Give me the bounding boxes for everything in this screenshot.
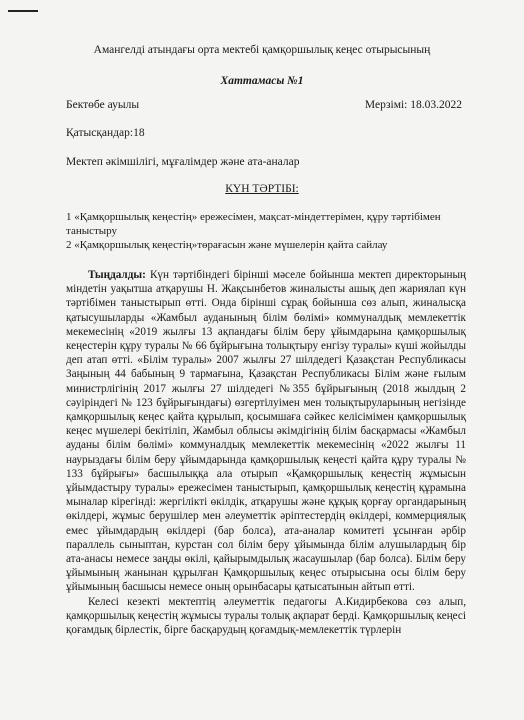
scan-corner-mark — [8, 10, 38, 12]
agenda-heading-text: КҮН ТӘРТІБІ: — [225, 183, 299, 195]
agenda-item: 1 «Қамқоршылық кеңестің» ережесімен, мақсат-міндеттерімен, құру тәртібімен таныстыру — [66, 211, 441, 237]
heard-paragraph — [66, 268, 466, 595]
minutes-body — [66, 268, 466, 637]
school-heading: Амангелді атындағы орта мектебі қамқоршылық кеңес отырысының — [93, 44, 431, 56]
participants-count: Қатысқандар:18 — [66, 127, 145, 139]
village-name: Бектөбе ауылы — [66, 99, 140, 111]
agenda-item: 2 «Қамқоршылық кеңестің»төрағасын және мүшелерін қайта сайлау — [66, 239, 388, 251]
next-speaker-paragraph: Келесі кезекті мектептің әлеуметтік педагогы А.Кидирбекова сөз алып, қамқоршылық кеңестің жұмысы туралы толық ақпарат берді. Қамқоршылық кеңесі қоғамдық бірлестік, бірге басқарудың қоғамдық-мемлекеттік түрлерін — [66, 595, 466, 637]
participating-parties: Мектеп әкімшілігі, мұғалімдер және ата-аналар — [66, 156, 300, 168]
protocol-title: Хаттамасы №1 — [220, 75, 304, 87]
heard-label: Тыңдалды: — [88, 269, 146, 281]
agenda-heading — [0, 183, 524, 195]
heard-text: Күн тәртібіндегі бірінші мәселе бойынша мектеп директорының міндетін уақытша атқарушы Н. Жақсынбетов жиналысты ашық деп жариялап күн тәртібімен таныстырып өтті. Онда бірінші сұрақ бойынша сөз алып, жиналысқа қатысушыларды «Жамбыл ауданының білім бөлімі» коммуналдық мемлекеттік мекемесінің «2019 жылғы 13 ақпандағы білім беру ұйымдарына қамқоршылық кеңестерін құру туралы № 66 бұйрығына толықтыру енгізу туралы» күші жойылды деп атап өтті. «Білім туралы» 2007 жылғы 27 шілдедегі Қазақстан Республикасы Заңының 44 бабының 9 тармағына, Қазақстан Республикасы Білім және ғылым министрлігінің 2017 жылғы 27 шілдедегі №355 бұйрығының (2018 жылдың 2 сәуіріндегі № 123 бұйрығындағы) өзгертілуімен мен толықтыруларының негізінде қамқоршылық кеңес қайта құрылып, қосымшаға сәйкес келісімімен қамқоршылық кеңес мүшелері бекітіліп, Жамбыл облысы әкімдігінің білім басқармасы «Жамбыл ауданы білім бөлімі» коммуналдық мемлекеттік мекемесінің «2022 жылғы 11 наурыздағы білім беру ұйымдарында қамқоршылық кеңесті қайта құру туралы № 133 бұйрығы» басшылыққа ала отырып «Қамқоршылық кеңестің жұмысын ұйымдастыру туралы» ережесімен таныстырып, қамқоршылық кеңестің құрамына мыналар кірегінді: жергілікті өкілдік, атқарушы және құқық қорғау органдарының өкілдері, жұмыс берушілер мен әлеуметтік әріптестердің өкілдері, коммерциялық емес ұйымдардың өкілдері (бар болса), ата-аналар комитеті ұсынған әрбір параллель сыныптан, курстан сол білім беру ұйымында білім алушылардың бір ата-анасы немесе заңды өкілі, қайырымдылық жасаушылар (бар болса). Білім беру ұйымының жанынан құрылған Қамқоршылық кеңес отырысына осы білім беру ұйымының басшысы немесе оның орынбасары қатысатынын айтып өтті. — [66, 269, 466, 594]
meeting-date: Мерзімі: 18.03.2022 — [364, 99, 462, 111]
